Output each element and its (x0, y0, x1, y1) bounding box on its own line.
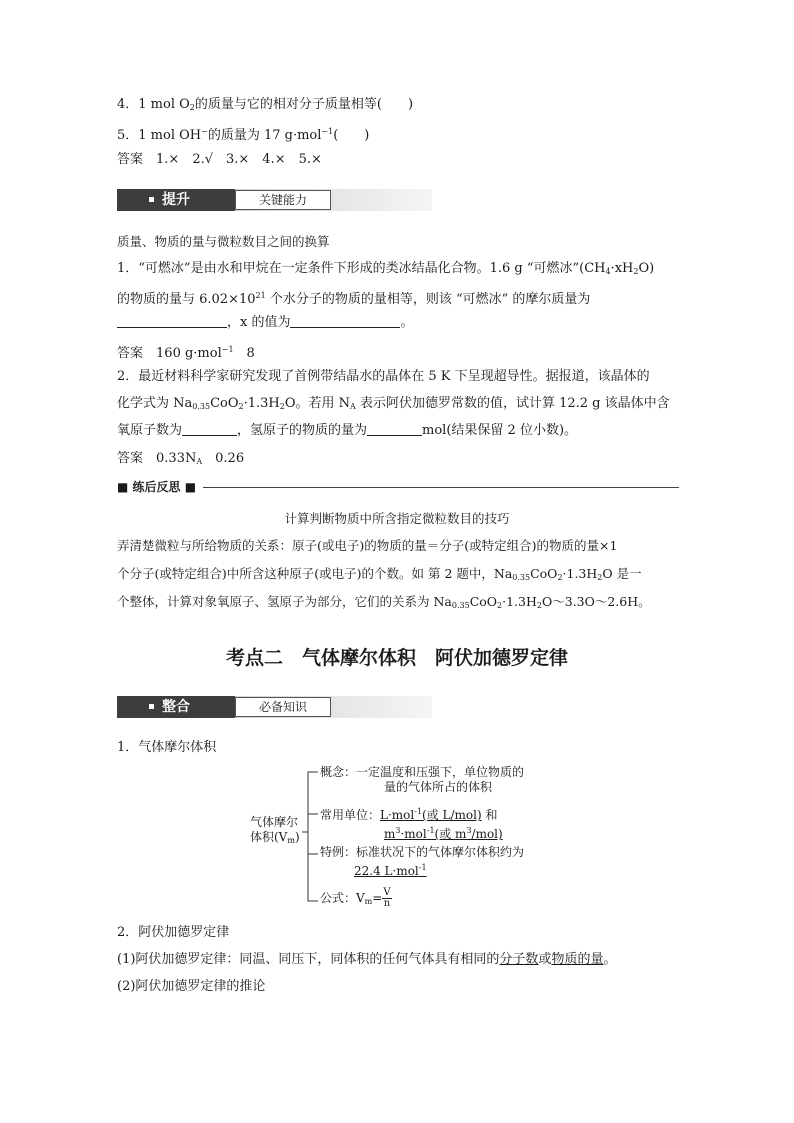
law-statement: (1)阿伏加德罗定律：同温、同压下，同体积的任何气体具有相同的分子数或物质的量。 (117, 952, 617, 967)
diagram-branch-formula: 公式：$V_m=$ $\frac{V}{n}$ (320, 887, 391, 909)
answer-blank[interactable] (182, 421, 237, 436)
topic-heading: 质量、物质的量与微粒数目之间的换算 (117, 234, 330, 249)
answer-problem-1: 答案 160 g·mol$^{-1}$ 8 (117, 345, 255, 361)
section-bar-improve (117, 189, 432, 211)
section-tag: 关键能力 (235, 190, 331, 210)
problem-2-line-3: 氧原子数为 ，氢原子的物质的量为 mol(结果保留 2 位小数)。 (117, 423, 578, 438)
formula-fraction: $\frac{V}{n}$ (383, 887, 391, 909)
section-label: 提升 (162, 192, 190, 208)
problem-2-line-1: 2．最近材料科学家研究发现了首例带结晶水的晶体在 5 K 下呈现超导性。据报道，该晶体的 (117, 369, 650, 384)
square-bullet-icon (149, 704, 154, 709)
chapter-title: 考点二 气体摩尔体积 阿伏加德罗定律 (225, 647, 568, 669)
problem-2-line-2: 化学式为 $Na_{0.35}CoO_2\cdot 1.3H_2O$。若用 $N_A$ 表示阿伏加德罗常数的值，试计算 12.2 g 该晶体中含 (117, 396, 670, 411)
answer-problem-2: 答案 $0.33N_A$ 0.26 (117, 451, 245, 466)
problem-1-line-1: 1．“可燃冰”是由水和甲烷在一定条件下形成的类冰结晶化合物。1.6 g “可燃冰$”(CH_4\cdot xH_2O)$ (117, 261, 655, 276)
diagram-branch-special: 特例：标准状况下的气体摩尔体积约为 22.4 L·mol$^{-1}$ (320, 845, 525, 878)
answer-blank[interactable] (290, 313, 400, 328)
square-bullet-icon (149, 197, 154, 202)
diagram-branch-units: 常用单位：L·mol$^{-1}$(或 L/mol) 和 $m^3\cdot mol^{-1}$(或 $m^3/mol$) (320, 807, 503, 841)
diagram-branch-concept: 概念：一定温度和压强下，单位物质的 量的气体所占的体积 (320, 765, 525, 794)
problem-1-line-3: ，x 的值为 。 (117, 313, 413, 333)
answer-blank[interactable] (367, 421, 422, 436)
reflection-line-3: 个整体，计算对象氧原子、氢原子为部分，它们的关系为 $Na_{0.35}CoO_2\cdot 1.3H_2O\sim 3.3O\sim 2.6H$。 (117, 594, 651, 610)
section-bar-integrate (117, 696, 432, 718)
reflection-heading: 计算判断物质中所含指定微粒数目的技巧 (284, 511, 510, 526)
reflection-line-2: 个分子(或特定组合)中所含这种原子(或电子)的个数。如 第 2 题中，$Na_{0.35}CoO_2\cdot 1.3H_2O$ 是一 (117, 566, 642, 582)
problem-1-line-2: 的物质的量与 $6.02\times 10^{21}$ 个水分子的物质的量相等，则该 “可燃冰” 的摩尔质量为 (117, 291, 591, 307)
answer-blank[interactable] (117, 313, 227, 328)
reflection-title: 练后反思 (132, 480, 181, 494)
item-2-heading: 2．阿伏加德罗定律 (117, 925, 230, 940)
section-tag: 必备知识 (235, 697, 331, 717)
reflection-line-1: 弄清楚微粒与所给物质的关系：原子(或电子)的物质的量＝分子(或特定组合)的物质的量×1 (117, 538, 618, 553)
law-corollary-heading: (2)阿伏加德罗定律的推论 (117, 979, 266, 994)
question-5: 5．1 mol OH−的质量为 17 g·mol$^{-1}$( ) (117, 127, 370, 143)
diagram-root: 气体摩尔 体积$(V_m)$ (250, 815, 300, 845)
reflection-divider: ■ 练后反思 ■ (117, 480, 679, 494)
item-1-heading: 1．气体摩尔体积 (117, 740, 217, 755)
section-label: 整合 (162, 699, 190, 715)
answer-judge: 答案 1.× 2.√ 3.× 4.× 5.× (117, 152, 322, 167)
question-4: 4．1 mol $O_2$的质量与它的相对分子质量相等( ) (117, 97, 414, 112)
